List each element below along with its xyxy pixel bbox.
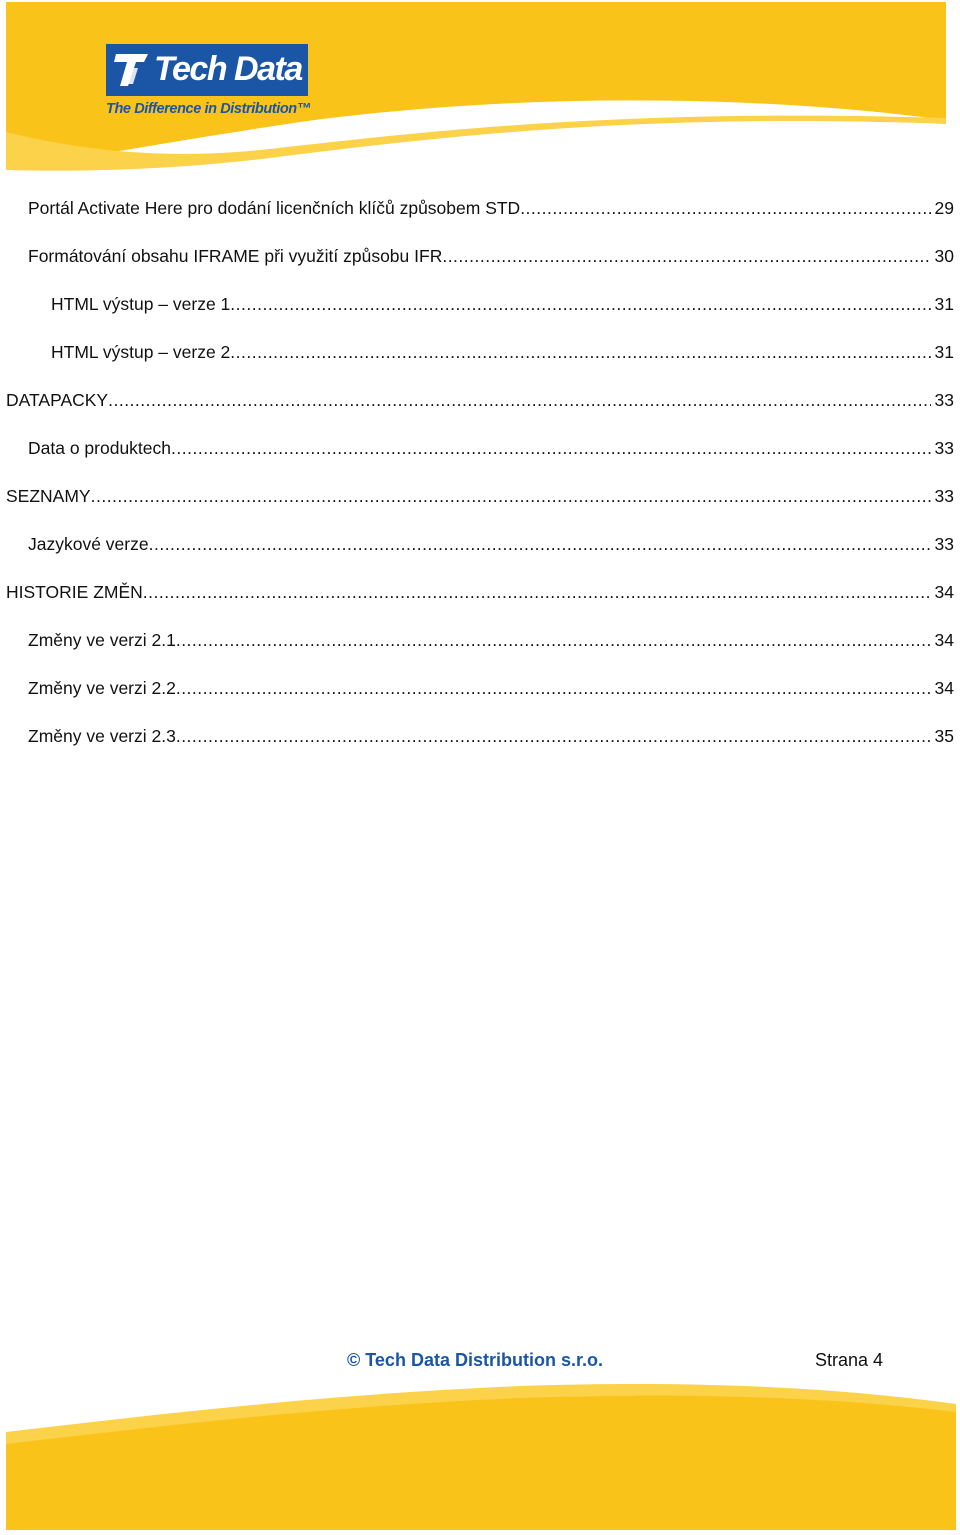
toc-entry-title: SEZNAMY (6, 486, 91, 506)
footer-copyright: © Tech Data Distribution s.r.o. (347, 1350, 603, 1370)
logo-emblem-icon (114, 50, 150, 90)
footer-band (0, 1380, 960, 1535)
toc-dot-leader (176, 675, 931, 701)
toc-entry[interactable] (28, 531, 954, 557)
toc-dot-leader (230, 339, 930, 365)
toc-entry[interactable] (28, 723, 954, 749)
toc-entry-title: HTML výstup – verze 1 (51, 294, 231, 314)
toc-entry[interactable] (6, 579, 954, 605)
toc-entry[interactable] (28, 627, 954, 653)
toc-entry-title: Portál Activate Here pro dodání licenčních klíčů způsobem STD (28, 198, 521, 218)
toc-entry[interactable] (6, 483, 954, 509)
toc-entry-page: 33 (934, 390, 954, 410)
toc-dot-leader (171, 435, 931, 461)
toc-dot-leader (230, 291, 930, 317)
toc-entry-title: Jazykové verze (28, 534, 149, 554)
toc-entry-title: DATAPACKY (6, 390, 109, 410)
toc-entry[interactable] (28, 243, 954, 269)
toc-dot-leader (108, 387, 930, 413)
toc-dot-leader (143, 579, 931, 605)
toc-entry-title: Změny ve verzi 2.1 (28, 630, 176, 650)
tech-data-logo (106, 44, 311, 122)
toc-entry-title: HISTORIE ZMĚN (6, 582, 143, 602)
toc-entry[interactable] (28, 435, 954, 461)
toc-entry-page: 34 (934, 678, 954, 698)
toc-entry-page: 33 (934, 438, 954, 458)
toc-entry-page: 34 (934, 630, 954, 650)
toc-entry-title: Formátování obsahu IFRAME při využití způsobu IFR (28, 246, 443, 266)
toc-entry-page: 35 (934, 726, 954, 746)
toc-entry-page: 29 (934, 198, 954, 218)
toc-dot-leader (176, 627, 931, 653)
toc-entry-page: 33 (934, 534, 954, 554)
toc-entry-page: 34 (934, 582, 954, 602)
toc-dot-leader (176, 723, 931, 749)
toc-entry-title: Změny ve verzi 2.2 (28, 678, 176, 698)
toc-entry[interactable] (51, 339, 954, 365)
toc-entry-page: 30 (934, 246, 954, 266)
logo-name: Tech Data (154, 50, 302, 88)
toc-dot-leader (149, 531, 931, 557)
toc-entry-page: 31 (934, 342, 954, 362)
logo-box (106, 44, 308, 96)
toc-entry[interactable] (28, 195, 954, 221)
toc-dot-leader (442, 243, 930, 269)
logo-tagline: The Difference in Distribution™ (106, 101, 311, 117)
toc-dot-leader (91, 483, 931, 509)
toc-entry-title: HTML výstup – verze 2 (51, 342, 231, 362)
toc-entry-title: Data o produktech (28, 438, 172, 458)
toc-entry-title: Změny ve verzi 2.3 (28, 726, 176, 746)
footer-page-number: Strana 4 (815, 1350, 884, 1370)
toc-entry-page: 33 (934, 486, 954, 506)
toc-entry[interactable] (28, 675, 954, 701)
toc-entry[interactable] (6, 387, 954, 413)
toc-dot-leader (520, 195, 930, 221)
toc-entry-page: 31 (934, 294, 954, 314)
toc-entry[interactable] (51, 291, 954, 317)
